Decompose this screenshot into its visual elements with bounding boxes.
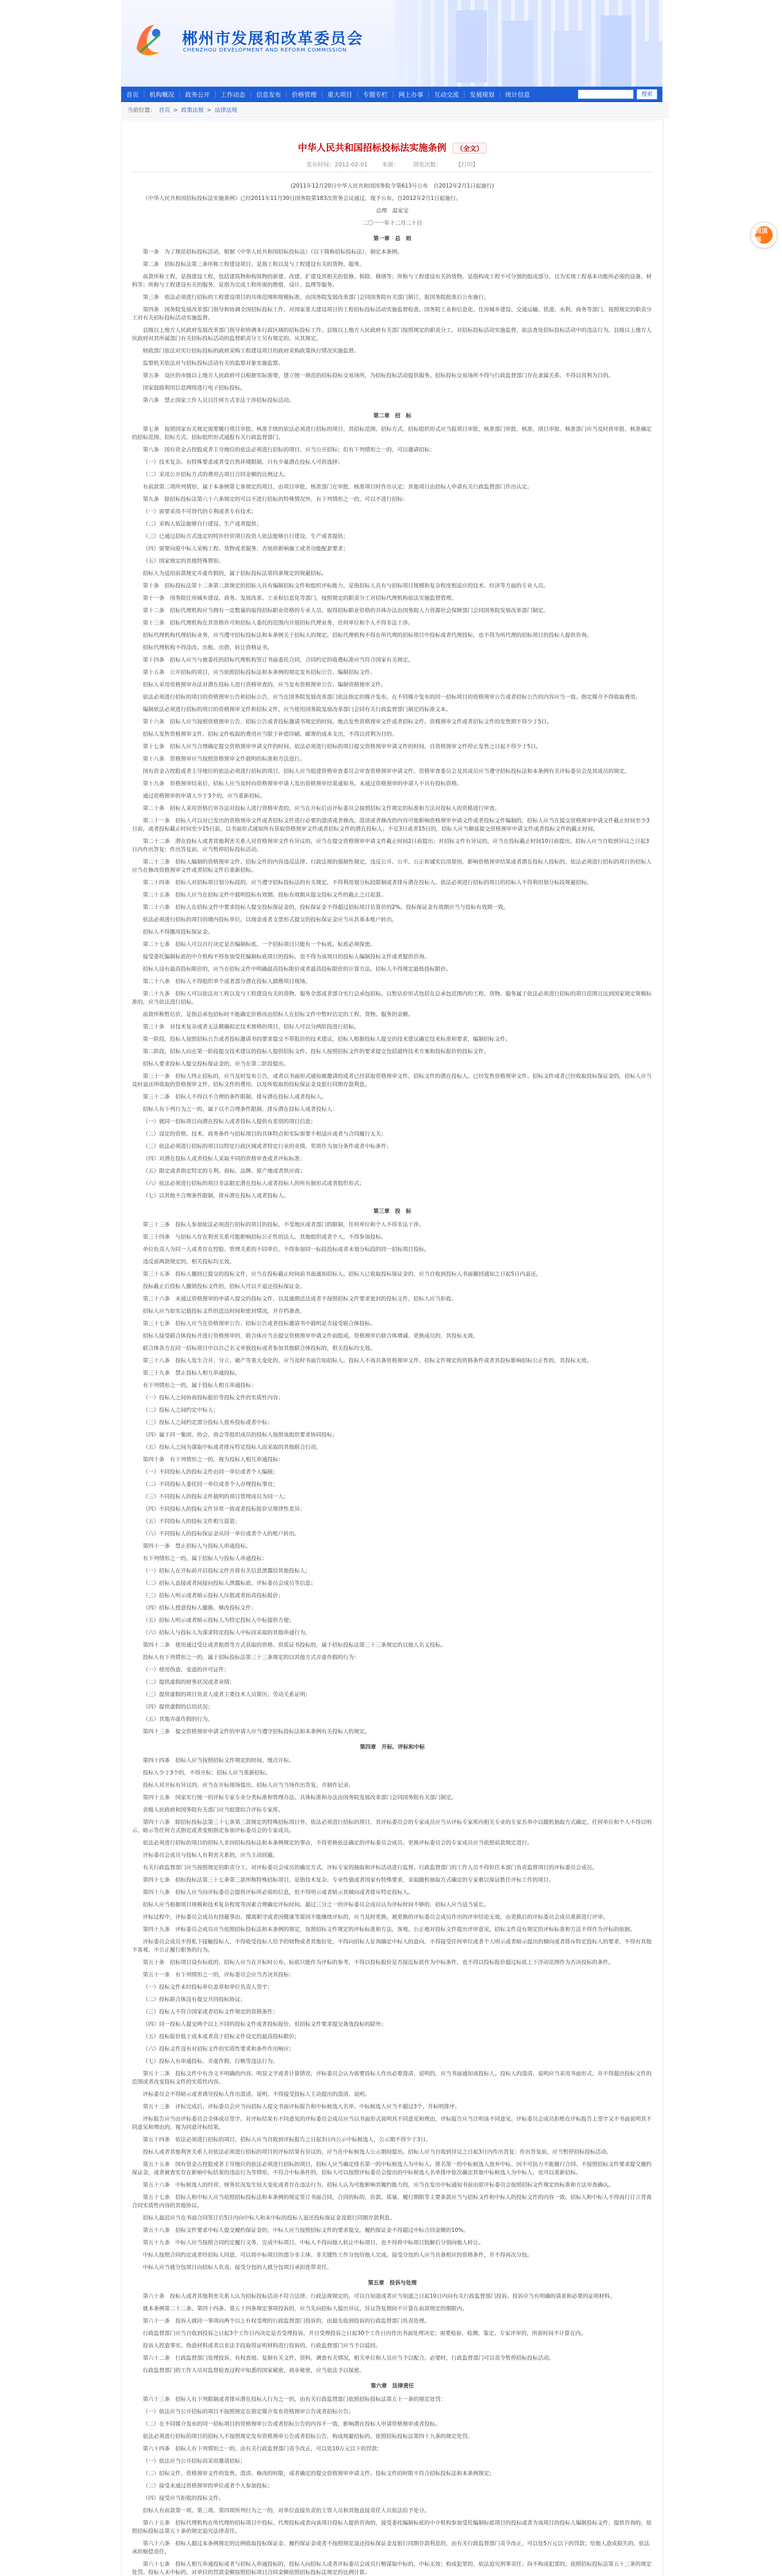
site-title: 郴州市发展和改革委员会 xyxy=(182,30,363,48)
paragraph: 投诉人捏造事实、伪造材料或者以非法手段取得证明材料进行投诉的，行政监督部门应当予以驳回。 xyxy=(143,2343,381,2349)
paragraph: （七）投标人有串通投标、弄虚作假、行贿等违法行为。 xyxy=(143,2058,278,2064)
paragraph: 第四十四条 招标人应当按照招标文件规定的时间、地点开标。 xyxy=(143,1757,294,1764)
paragraph: （一）技术复杂、有特殊要求或者受自然环境限制，只有少量潜在投标人可供选择； xyxy=(143,459,343,465)
main-navigation xyxy=(121,87,662,102)
paragraph: 第五十三条 评标完成后，评标委员会应当向招标人提交书面评标报告和中标候选人名单。中标候选人应当不超过3个，并标明排序。 xyxy=(143,2104,460,2110)
nav-item[interactable]: 信息发布 xyxy=(256,91,281,98)
paragraph: 第四条 国务院发展改革部门指导和协调全国招标投标工作，对国家重大建设项目的工程招标投标活动实施监督检查。国务院工业和信息化、住房城乡建设、交通运输、铁道、水利、商务等部门，按照规定的职责分工对有关招标投标活动实施监督。 xyxy=(132,307,652,321)
paragraph: 招标人应当根据项目规模和技术复杂程度等因素合理确定评标时间。超过三分之一的评标委员会成员认为评标时间不够的，招标人应当适当延长。 xyxy=(143,1902,489,1908)
article-views: 浏览次数： xyxy=(413,161,442,168)
article-meta xyxy=(122,160,663,168)
paragraph: 评标报告应当由评标委员会全体成员签字。对评标结果有不同意见的评标委员会成员应当以书面形式说明其不同意见和理由，评标报告应当注明该不同意见。评标委员会成员拒绝在评标报告上签字又不书面说明其不同意见和理由的，视为同意评标结果。 xyxy=(132,2116,652,2130)
paragraph: 第四十八条 招标人应当向评标委员会提供评标所必需的信息，但不得明示或者暗示其倾向或者排斥特定投标人。 xyxy=(143,1889,413,1895)
paragraph: 第四十九条 评标委员会成员应当依照招标投标法和本条例的规定，按照招标文件规定的评标标准和方法，客观、公正地对投标文件提出评审意见。招标文件没有规定的评标标准和方法不得作为评标的依据。 xyxy=(143,1926,636,1933)
paragraph: 招标人发售资格预审文件、招标文件收取的费用应当限于补偿印刷、邮寄的成本支出，不得以营利为目的。 xyxy=(143,731,397,737)
paragraph: （六）不同投标人的投标保证金从同一单位或者个人的账户转出。 xyxy=(143,1531,300,1537)
paragraph: 第三十六条 未通过资格预审的申请人提交的投标文件，以及逾期送达或者不按照招标文件要求密封的投标文件，招标人应当拒收。 xyxy=(143,1296,457,1302)
paragraph: （一）就同一招标项目向潜在投标人或者投标人提供有差别的项目信息； xyxy=(143,1118,316,1125)
paragraph: 行政监督部门应当自收到投诉之日起3个工作日内决定是否受理投诉，并自受理投诉之日起30个工作日内作出书面处理决定；需要检验、检测、鉴定、专家评审的，所需时间不计算在内。 xyxy=(143,2330,587,2336)
paragraph: 第三十四条 与招标人存在利害关系可能影响招标公正性的法人、其他组织或者个人，不得参加投标。 xyxy=(143,1234,387,1240)
paragraph: 国有资金占控股或者主导地位的依法必须进行招标的项目，招标人应当组建资格审查委员会审查资格预审申请文件。资格审查委员会及其成员应当遵守招标投标法和本条例有关评标委员会及其成员的规定。 xyxy=(143,768,630,774)
paragraph: （一）依法应当公开招标而采用邀请招标； xyxy=(143,2458,246,2464)
paragraph: （二）采购人依法能够自行建设、生产或者提供； xyxy=(143,521,262,527)
paragraph: 招标人有前款第一项、第三项、第四项所列行为之一的，对单位直接负责的主管人员和其他直接责任人员依法给予处分。 xyxy=(143,2507,430,2514)
chapter-heading: 第三章 投 标 xyxy=(373,1208,411,1214)
breadcrumb-prefix: 当前位置： xyxy=(127,107,156,113)
paragraph: （一）不同投标人的投标文件由同一单位或者个人编制； xyxy=(143,1469,278,1475)
paragraph: （六）投标文件没有对招标文件的实质性要求和条件作出响应； xyxy=(143,2046,294,2052)
paragraph: 前款所称暂估价，是指总承包招标时不能确定价格而由招标人在招标文件中暂时估定的工程、货物、服务的金额。 xyxy=(143,1011,413,1018)
site-header xyxy=(121,0,662,87)
nav-item[interactable]: 网上办事 xyxy=(398,91,424,98)
search-input[interactable] xyxy=(578,90,634,99)
paragraph: 第三十五条 投标人撤回已提交的投标文件，应当在投标截止时间前书面通知招标人。招标人已收取投标保证金的，应当自收到投标人书面撤回通知之日起5日内退还。 xyxy=(143,1271,542,1277)
paragraph: 第二十一条 招标人可以对已发出的资格预审文件或者招标文件进行必要的澄清或者修改。澄清或者修改的内容可能影响资格预审申请文件或者投标文件编制的，招标人应当在提交资格预审申请文件截止时间至少3日前，或者投标截止时间至少15日前，以书面形式通知所有获取资格预审文件或者招标文件的潜在投标人；不足3日或者15日的，招标人应当顺延提交资格预审申请文件或者投标文件的截止时间。 xyxy=(132,818,650,832)
nav-separator xyxy=(179,91,180,98)
paragraph: 第二十条 招标人采用资格后审办法对投标人进行资格审查的，应当在开标后由评标委员会按照招标文件规定的标准和方法对投标人的资格进行审查。 xyxy=(143,805,500,811)
paragraph: 违反前两款规定的，相关投标均无效。 xyxy=(143,1259,235,1265)
chapter-heading: 第一章 总 则 xyxy=(373,235,411,242)
paragraph: 第四十一条 禁止招标人与投标人串通投标。 xyxy=(143,1543,251,1549)
paragraph: 编制依法必须进行招标的项目的资格预审文件和招标文件，应当使用国务院发展改革部门会同有关行政监督部门制定的标准文本。 xyxy=(143,706,452,713)
paragraph: 第五十四条 依法必须进行招标的项目，招标人应当自收到评标报告之日起3日内公示中标候选人，公示期不得少于3日。 xyxy=(143,2137,431,2143)
breadcrumb-link[interactable]: 首页 xyxy=(159,107,170,113)
paragraph: 投标人对开标有异议的，应当在开标现场提出，招标人应当当场作出答复，并制作记录。 xyxy=(143,1782,354,1788)
back-to-top-button[interactable] xyxy=(751,222,777,248)
paragraph: （五）招标人明示或者暗示投标人为特定投标人中标提供方便； xyxy=(143,1617,294,1623)
paragraph: （四）同一投标人提交两个以上不同的投标文件或者投标报价，但招标文件要求提交备选投标的除外； xyxy=(143,2021,387,2027)
paragraph: （一）投标人之间协商投标报价等投标文件的实质性内容； xyxy=(143,1395,284,1401)
paragraph: （四）不同投标人的投标文件异常一致或者投标报价呈规律性差异； xyxy=(143,1506,305,1512)
paragraph: 第六十四条 招标人有下列情形之一的，由有关行政监督部门责令改正，可以处10万元以下的罚款： xyxy=(143,2446,382,2452)
paragraph: 第二十八条 招标人不得组织单个或者部分潜在投标人踏勘项目现场。 xyxy=(143,978,311,985)
paragraph: 第四十五条 国家实行统一的评标专家专业分类标准和管理办法。具体标准和办法由国务院发展改革部门会同国务院有关部门制定。 xyxy=(143,1794,457,1801)
paragraph: 县级以上地方人民政府发展改革部门指导和协调本行政区域的招标投标工作。县级以上地方人民政府有关部门按照规定的职责分工，对招标投标活动实施监督，依法查处招标投标活动中的违法行为。县级以上地方人民政府对其所属部门有关招标投标活动的监督职责分工另有规定的，从其规定。 xyxy=(132,327,652,342)
paragraph: 接受委托编制标底的中介机构不得参加受托编制标底项目的投标，也不得为该项目的投标人编制投标文件或者提供咨询。 xyxy=(143,954,430,960)
paragraph: 第二十三条 招标人编制的资格预审文件、招标文件的内容违反法律、行政法规的强制性规定，违反公开、公平、公正和诚实信用原则，影响资格预审结果或者潜在投标人投标的，依法必须进行招标的项目的招标人应当在修改资格预审文件或者招标文件后重新招标。 xyxy=(132,859,652,873)
paragraph: 第五十一条 有下列情形之一的，评标委员会应当否决其投标： xyxy=(143,1972,294,1978)
paragraph: 有下列情形之一的，属于投标人相互串通投标： xyxy=(143,1382,257,1388)
paragraph: 第六十一条 投诉人就同一事项向两个以上有权受理的行政监督部门投诉的，由最先收到投诉的行政监督部门负责处理。 xyxy=(143,2318,430,2324)
paragraph: 第二十二条 潜在投标人或者其他利害关系人对资格预审文件有异议的，应当在提交资格预审申请文件截止时间2日前提出；对招标文件有异议的，应当在投标截止时间10日前提出。招标人应当自收到异议之日起3日内作出答复；作出答复前，应当暂停招标投标活动。 xyxy=(132,838,650,853)
breadcrumb-link[interactable]: 政策法规 xyxy=(181,107,204,113)
paragraph: （一）招标人在开标前开启投标文件并将有关信息泄露给其他投标人； xyxy=(143,1568,311,1574)
paragraph: （五）国家规定的其他特殊情形。 xyxy=(143,558,224,564)
paragraph: （二）在不同媒介发布的同一招标项目的资格预审公告或者招标公告的内容不一致，影响潜在投标人申请资格预审或者投标。 xyxy=(143,2421,441,2427)
paragraph: （四）提供虚假的信用状况； xyxy=(143,1704,213,1710)
paragraph: 前款所称工程，是指建设工程，包括建筑物和构筑物的新建、改建、扩建及其相关的装修、拆除、修缮等；所称与工程建设有关的货物，是指构成工程不可分割的组成部分，且为实现工程基本功能所必需的设备、材料等；所称与工程建设有关的服务，是指为完成工程所需的勘察、设计、监理等服务。 xyxy=(132,274,652,288)
paragraph: 评标委员会成员不得私下接触投标人，不得收受投标人给予的财物或者其他好处，不得向招标人征询确定中标人的意向，不得接受任何单位或者个人明示或者暗示提出的倾向或者排斥特定投标人的要求，不得有其他不客观、不公正履行职务的行为。 xyxy=(132,1939,652,1953)
paragraph: （六）依法必须进行招标的项目非法限定潜在投标人或者投标人的所有制形式或者组织形式； xyxy=(143,1180,365,1187)
paragraph: 第五十八条 招标文件要求中标人提交履约保证金的，中标人应当按照招标文件的要求提交。履约保证金不得超过中标合同金额的10%。 xyxy=(143,2227,469,2233)
nav-separator xyxy=(357,91,358,98)
paragraph: （一）投标文件未经投标单位盖章和单位负责人签字； xyxy=(143,1984,273,1990)
paragraph: 投标人有下列情形之一的，属于招标投标法第三十三条规定的以其他方式弄虚作假的行为： xyxy=(143,1654,359,1660)
paragraph: 第三条 依法必须进行招标的工程建设项目的具体范围和规模标准，由国务院发展改革部门会同国务院有关部门制订，报国务院批准后公布施行。 xyxy=(143,294,489,300)
paragraph: 第四十三条 提交资格预审申请文件的申请人应当遵守招标投标法和本条例有关投标人的规定。 xyxy=(143,1728,370,1735)
article-body xyxy=(132,182,653,2576)
nav-item[interactable]: 价格管理 xyxy=(292,91,317,98)
paragraph: 第二阶段，招标人向在第一阶段提交技术建议的投标人提供招标文件，投标人按照招标文件的要求提交包括最终技术方案和投标报价的投标文件。 xyxy=(143,1048,489,1055)
nav-separator xyxy=(286,91,287,98)
paragraph: 第十二条 招标代理机构应当拥有一定数量的取得招标职业资格的专业人员。取得招标职业资格的具体办法由国务院人力资源社会保障部门会同国务院发展改革部门制定。 xyxy=(143,607,549,614)
nav-separator xyxy=(428,91,429,98)
paragraph: （五）投标报价低于成本或者高于招标文件设定的最高投标限价； xyxy=(143,2033,300,2040)
centered-paragraph: 二〇一一年十二月二十日 xyxy=(362,220,422,226)
nav-item[interactable]: 重大项目 xyxy=(327,91,353,98)
breadcrumb-link[interactable]: 法律法规 xyxy=(214,107,238,113)
paragraph: （三）投标人之间约定部分投标人放弃投标或者中标； xyxy=(143,1419,273,1426)
paragraph: 第三十八条 投标人发生合并、分立、破产等重大变化的，应当及时书面告知招标人。投标人不再具备资格预审文件、招标文件规定的资格条件或者其投标影响招标公正性的，其投标无效。 xyxy=(143,1358,592,1364)
print-link[interactable]: 【打印】 xyxy=(455,161,478,168)
paragraph: （四）属于同一集团、协会、商会等组织成员的投标人按照该组织要求协同投标； xyxy=(143,1432,338,1438)
paragraph: 中标人应当就分包项目向招标人负责，接受分包的人就分包项目承担连带责任。 xyxy=(143,2264,332,2270)
paragraph: 第六十七条 投标人相互串通投标或者与招标人串通投标的，投标人向招标人或者评标委员会成员行贿谋取中标的，中标无效；构成犯罪的，依法追究刑事责任；尚不构成犯罪的，依照招标投标法第五十三条的规定处罚。投标人未中标的，对单位的罚款金额按照招标项目合同金额依照招标投标法规定的比例计算。 xyxy=(132,2561,652,2575)
nav-item[interactable]: 发展规划 xyxy=(470,91,495,98)
paragraph: （五）其他弄虚作假的行为。 xyxy=(143,1716,213,1722)
paragraph: （五）不同投标人的投标文件相互混装； xyxy=(143,1518,240,1524)
paragraph: 第二十七条 招标人可以自行决定是否编制标底。一个招标项目只能有一个标底。标底必须保密。 xyxy=(143,941,376,947)
paragraph: 评标委员会不得暗示或者诱导投标人作出澄清、说明，不得接受投标人主动提出的澄清、说明。 xyxy=(143,2091,370,2097)
paragraph: 第三十三条 投标人参加依法必须进行招标的项目的投标，不受地区或者部门的限制，任何单位和个人不得非法干涉。 xyxy=(143,1222,424,1228)
paragraph: 第五十六条 中标候选人的经营、财务状况发生较大变化或者存在违法行为，招标人认为可能影响其履约能力的，应当在发出中标通知书前由原评标委员会按照招标文件规定的标准和方法审查确认。 xyxy=(143,2182,614,2188)
paragraph: （一）需要采用不可替代的专利或者专有技术； xyxy=(143,509,257,515)
paragraph: 《中华人民共和国招标投标法实施条例》已经2011年11月30日国务院第183次常务会议通过，现予公布，自2012年2月1日起施行。 xyxy=(143,195,461,201)
paragraph: （三）招标人明示或者暗示投标人压低或者抬高投标报价； xyxy=(143,1592,284,1599)
site-subtitle: CHENZHOU DEVELOPMENT AND REFORM COMMISSION xyxy=(183,47,347,53)
centered-paragraph: (2011年12月20日中华人民共和国国务院令第613号公布 自2012年2月1日起施行) xyxy=(290,183,494,189)
paragraph: （五）投标人之间为谋取中标或者排斥特定投标人而采取的其他联合行动。 xyxy=(143,1444,322,1450)
breadcrumb-separator: > xyxy=(173,106,178,113)
paragraph: 第十条 招标投标法第十二条第二款规定的招标人具有编制招标文件和组织评标能力，是指招标人具有与招标项目规模和复杂程度相适应的技术、经济等方面的专业人员。 xyxy=(143,583,549,589)
paragraph: 就本条例第二十二条、第四十四条、第五十四条规定事项投诉的，应当先向招标人提出异议，异议答复期间不计算在前款规定的期限内。 xyxy=(143,2306,468,2312)
paragraph: 依法必须进行招标的项目的招标人非因招标投标法和本条例规定的事由，不得更换依法确定的评标委员会成员。更换评标委员会的专家成员应当依照前款规定进行。 xyxy=(143,1840,533,1846)
site-search xyxy=(578,89,662,99)
nav-item[interactable]: 统计信息 xyxy=(505,91,530,98)
paragraph: 第二十四条 招标人对招标项目划分标段的，应当遵守招标投标法的有关规定，不得利用划分标段限制或者排斥潜在投标人。依法必须进行招标的项目的招标人不得利用划分标段规避招标。 xyxy=(143,879,592,886)
nav-item[interactable]: 互动交流 xyxy=(434,91,459,98)
paragraph: 第四十二条 使用通过受让或者租借等方式获取的资格、资质证书投标的，属于招标投标法第三十三条规定的以他人名义投标。 xyxy=(143,1642,446,1648)
paragraph: 第十五条 公开招标的项目，应当依照招标投标法和本条例的规定发布招标公告、编制招标文件。 xyxy=(143,669,376,675)
paragraph: 第三十九条 禁止投标人相互串通投标。 xyxy=(143,1370,240,1376)
paragraph: （二）不同投标人委托同一单位或者个人办理投标事宜； xyxy=(143,1481,278,1487)
paragraph: （四）需要向原中标人采购工程、货物或者服务，否则将影响施工或者功能配套要求； xyxy=(143,546,348,552)
paragraph: 招标人要求投标人提交投标保证金的，应当在第二阶段提出。 xyxy=(143,1061,289,1067)
article-container xyxy=(121,120,663,2576)
paragraph: 招标代理机构代理招标业务，应当遵守招标投标法和本条例关于招标人的规定。招标代理机构不得在所代理的招标项目中投标或者代理投标，也不得为所代理的招标项目的投标人提供咨询。 xyxy=(143,632,592,638)
paragraph: 第十八条 资格预审应当按照资格预审文件载明的标准和方法进行。 xyxy=(143,756,305,762)
paragraph: 第六十六条 招标人超过本条例规定的比例收取投标保证金、履约保证金或者不按照规定退还投标保证金及银行同期存款利息的，由有关行政监督部门责令改正，可以处5万元以下的罚款；给他人造成损失的，依法承担赔偿责任。 xyxy=(132,2540,650,2555)
paragraph: 第二十九条 招标人可以依法对工程以及与工程建设有关的货物、服务全部或者部分实行总承包招标。以暂估价形式包括在总承包范围内的工程、货物、服务属于依法必须进行招标的项目范围且达到国家规定规模标准的，应当依法进行招标。 xyxy=(132,991,652,1005)
paragraph: 第四十六条 除招标投标法第三十七条第三款规定的特殊招标项目外，依法必须进行招标的项目，其评标委员会的专家成员应当从评标专家库内相关专业的专家名单中以随机抽取方式确定。任何单位和个人不得以明示、暗示等任何方式指定或者变相指定参加评标委员会的专家成员。 xyxy=(132,1819,652,1834)
back-to-top-icon xyxy=(755,226,773,244)
article-source: 来源： xyxy=(381,161,399,168)
paragraph: （二）投标联合体没有提交共同投标协议； xyxy=(143,1996,246,2003)
paragraph: 第三十二条 招标人不得以不合理的条件限制、排斥潜在投标人或者投标人。 xyxy=(143,1094,327,1100)
paragraph: 第二条 招标投标法第三条所称工程建设项目，是指工程以及与工程建设有关的货物、服务。 xyxy=(143,261,365,267)
paragraph: 第五十条 招标项目设有标底的，招标人应当在开标时公布。标底只能作为评标的参考，不得以投标报价是否接近标底作为中标条件，也不得以投标报价超过标底上下浮动范围作为否决投标的条件。 xyxy=(143,1959,614,1965)
paragraph: （二）招标人直接或者间接向投标人泄露标底、评标委员会成员等信息； xyxy=(143,1580,316,1586)
nav-item[interactable]: 首页 xyxy=(126,91,139,98)
paragraph: 投标人少于3个的，不得开标；招标人应当重新招标。 xyxy=(143,1770,271,1776)
paragraph: 有关行政监督部门应当按照规定的职责分工，对评标委员会成员的确定方式、评标专家的抽取和评标活动进行监督。行政监督部门的工作人员不得担任本部门负责监督项目的评标委员会成员。 xyxy=(143,1865,597,1871)
paragraph: 依法必须进行招标的项目的境内投标单位，以现金或者支票形式提交的投标保证金应当从其基本账户转出。 xyxy=(143,917,397,923)
paragraph: 第三十七条 招标人应当在资格预审公告、招标公告或者投标邀请书中载明是否接受联合体投标。 xyxy=(143,1320,376,1327)
paragraph: 第七条 按照国家有关规定需要履行项目审批、核准手续的依法必须进行招标的项目，其招标范围、招标方式、招标组织形式应当报项目审批、核准部门审批、核准。项目审批、核准部门应当及时将审批、核准确定的招标范围、招标方式、招标组织形式通报有关行政监督部门。 xyxy=(132,426,652,440)
paragraph: 评标委员会成员与投标人有利害关系的，应当主动回避。 xyxy=(143,1852,278,1858)
chapter-heading: 第五章 投诉与处理 xyxy=(368,2280,417,2286)
paragraph: （二）招标文件、资格预审文件的发售、澄清、修改的时限，或者确定的提交资格预审申请文件、投标文件的时限不符合招标投标法和本条例规定； xyxy=(143,2470,495,2477)
paragraph: 单位负责人为同一人或者存在控股、管理关系的不同单位，不得参加同一标段投标或者未划分标段的同一招标项目投标。 xyxy=(143,1246,430,1252)
paragraph: 第十四条 招标人应当与被委托的招标代理机构签订书面委托合同，合同约定的收费标准应当符合国家有关规定。 xyxy=(143,657,413,663)
paragraph: 第十六条 招标人应当按照资格预审公告、招标公告或者投标邀请书规定的时间、地点发售资格预审文件或者招标文件。资格预审文件或者招标文件的发售期不得少于5日。 xyxy=(143,719,553,725)
header-background-skyline xyxy=(394,0,662,87)
paragraph: 第五十七条 招标人和中标人应当依照招标投标法和本条例的规定签订书面合同，合同的标的、价款、质量、履行期限等主要条款应当与招标文件和中标人的投标文件的内容一致。招标人和中标人不得再行订立背离合同实质性内容的其他协议。 xyxy=(132,2194,652,2209)
paragraph: （三）已通过招标方式选定的特许经营项目投资人依法能够自行建设、生产或者提供； xyxy=(143,533,348,539)
centered-paragraph: 总理 温家宝 xyxy=(376,208,409,214)
breadcrumb-separator: > xyxy=(207,106,212,113)
paragraph: 招标人接受联合体投标并进行资格预审的，联合体应当在提交资格预审申请文件前组成。资格预审后联合体增减、更换成员的，其投标无效。 xyxy=(143,1333,478,1339)
article-title xyxy=(122,141,663,154)
paragraph: 第六十二条 行政监督部门处理投诉，有权查阅、复制有关文件、资料，调查有关情况，相关单位和人员应当予以配合。必要时，行政监督部门可以责令暂停招标投标活动。 xyxy=(143,2355,554,2361)
paragraph: 招标人为适用前款规定弄虚作假的，属于招标投标法第四条规定的规避招标。 xyxy=(143,570,327,577)
article-title-mark: （全文） xyxy=(453,143,487,154)
paragraph: 招标人不得挪用投标保证金。 xyxy=(143,929,213,935)
paragraph: 第六条 禁止国家工作人员以任何方式非法干涉招标投标活动。 xyxy=(143,397,294,403)
search-button[interactable]: 搜索 xyxy=(637,89,657,99)
paragraph: 中标人按照合同约定或者经招标人同意，可以将中标项目的部分非主体、非关键性工作分包给他人完成。接受分包的人应当具备相应的资格条件，并不得再次分包。 xyxy=(143,2252,533,2258)
paragraph: （一）使用伪造、变造的许可证件； xyxy=(143,1667,229,1673)
paragraph: （五）限定或者指定特定的专利、商标、品牌、原产地或者供应商； xyxy=(143,1168,305,1174)
site-logo xyxy=(131,20,168,61)
paragraph: 第十一条 国务院住房城乡建设、商务、发展改革、工业和信息化等部门，按照规定的职责分工对招标代理机构依法实施监督管理。 xyxy=(143,595,457,601)
paragraph: 有前款第二项所列情形，属于本条例第七条规定的项目，由项目审批、核准部门在审批、核准项目时作出认定；其他项目由招标人申请有关行政监督部门作出认定。 xyxy=(143,484,533,490)
paragraph: 第九条 除招标投标法第六十六条规定的可以不进行招标的特殊情况外，有下列情形之一的，可以不进行招标： xyxy=(143,496,408,502)
paragraph: （二）提供虚假的财务状况或者业绩； xyxy=(143,1679,235,1685)
paragraph: 通过资格预审的申请人少于3个的，应当重新招标。 xyxy=(143,793,265,799)
paragraph: （四）招标人授意投标人撤换、修改投标文件； xyxy=(143,1605,257,1611)
chapter-heading: 第六章 法律责任 xyxy=(371,2383,414,2389)
paragraph: （三）投标人不符合国家或者招标文件规定的资格条件； xyxy=(143,2009,278,2015)
paragraph: （三）接受未通过资格预审的单位或者个人参加投标； xyxy=(143,2483,273,2489)
paragraph: 依法必须进行招标的项目的招标人不按照规定发布资格预审公告或者招标公告，构成规避招标的，依照招标投标法第四十九条的规定处罚。 xyxy=(143,2433,473,2439)
nav-item[interactable]: 专题专栏 xyxy=(363,91,388,98)
paragraph: 招标代理机构不得涂改、出租、出借、转让资格证书。 xyxy=(143,645,273,651)
back-to-top-label: 回顶部 xyxy=(755,227,768,243)
nav-item[interactable]: 机构概况 xyxy=(149,91,175,98)
paragraph: 省级人民政府和国务院有关部门应当组建综合评标专家库。 xyxy=(143,1807,284,1813)
paragraph: 第二十六条 招标人在招标文件中要求投标人提交投标保证金的，投标保证金不得超过招标项目估算价的2%。投标保证金有效期应当与投标有效期一致。 xyxy=(143,904,509,910)
paragraph: 第六十三条 招标人有下列限制或者排斥潜在投标人行为之一的，由有关行政监督部门依照招标投标法第五十一条的规定处罚： xyxy=(143,2396,446,2402)
paragraph: 行政监督部门的工作人员对监督检查过程中知悉的国家秘密、商业秘密，应当依法予以保密。 xyxy=(143,2367,365,2374)
nav-item[interactable]: 政务公开 xyxy=(185,91,210,98)
paragraph: 投标人或者其他利害关系人对依法必须进行招标的项目的评标结果有异议的，应当在中标候选人公示期间提出。招标人应当自收到异议之日起3日内作出答复；作出答复前，应当暂停招标投标活动。 xyxy=(143,2149,612,2155)
logo-icon xyxy=(131,20,168,61)
paragraph: 第十七条 招标人应当合理确定提交资格预审申请文件的时间。依法必须进行招标的项目提交资格预审申请文件的时间，自资格预审文件停止发售之日起不得少于5日。 xyxy=(143,743,542,750)
paragraph: 联合体各方在同一招标项目中以自己名义单独投标或者参加其他联合体投标的，相关投标均无效。 xyxy=(143,1345,376,1351)
paragraph: 依法必须进行招标的项目的资格预审公告和招标公告，应当在国务院发展改革部门依法指定的媒介发布。在不同媒介发布的同一招标项目的资格预审公告或者招标公告的内容应当一致。指定媒介不得收取费用。 xyxy=(143,694,641,700)
paragraph: （四）接受应当拒收的投标文件。 xyxy=(143,2495,224,2501)
paragraph: 监察机关依法对与招标投标活动有关的监察对象实施监察。 xyxy=(143,360,284,366)
chapter-heading: 第四章 开标、评标和中标 xyxy=(360,1744,425,1750)
paragraph: 第三十条 对技术复杂或者无法精确拟定技术规格的项目，招标人可以分两阶段进行招标。 xyxy=(143,1024,359,1030)
paragraph: 有下列情形之一的，属于招标人与投标人串通投标： xyxy=(143,1555,268,1562)
paragraph: 第二十五条 招标人应当在招标文件中载明投标有效期。投标有效期从提交投标文件的截止之日起算。 xyxy=(143,892,387,898)
paragraph: （三）提供虚假的项目负责人或者主要技术人员简历、劳动关系证明； xyxy=(143,1691,311,1698)
paragraph: 第四十七条 招标投标法第三十七条第三款所称特殊招标项目，是指技术复杂、专业性强或者国家有特殊要求，采取随机抽取方式确定的专家难以保证胜任评标工作的项目。 xyxy=(143,1877,554,1883)
paragraph: 第五十二条 投标文件中有含义不明确的内容、明显文字或者计算错误，评标委员会认为需要投标人作出必要澄清、说明的，应当书面通知该投标人。投标人的澄清、说明应当采用书面形式，并不得超出投标文件的范围或者改变投标文件的实质性内容。 xyxy=(132,2071,652,2085)
paragraph: 招标人应当如实记载投标文件的送达时间和密封情况，并存档备查。 xyxy=(143,1308,305,1314)
paragraph: 评标过程中，评标委员会成员有回避事由、擅离职守或者因健康等原因不能继续评标的，应当及时更换。被更换的评标委员会成员作出的评审结论无效，由更换后的评标委员会成员重新进行评审。 xyxy=(143,1914,608,1920)
paragraph: 第五十九条 中标人应当按照合同约定履行义务，完成中标项目。中标人不得向他人转让中标项目，也不得将中标项目肢解后分别向他人转让。 xyxy=(143,2240,484,2246)
paragraph: 投标截止后投标人撤销投标文件的，招标人可以不退还投标保证金。 xyxy=(143,1283,305,1290)
paragraph: （四）对潜在投标人或者投标人采取不同的资格审查或者评标标准； xyxy=(143,1156,305,1162)
paragraph: （一）依法应当公开招标的项目不按照规定在指定媒介发布资格预审公告或者招标公告； xyxy=(143,2409,354,2415)
paragraph: 第十九条 资格预审结束后，招标人应当及时向资格预审申请人发出资格预审结果通知书。未通过资格预审的申请人不具有投标资格。 xyxy=(143,781,462,787)
paragraph: （三）不同投标人的投标文件载明的项目管理成员为同一人； xyxy=(143,1494,289,1500)
nav-item[interactable]: 工作动态 xyxy=(221,91,246,98)
paragraph: 第一阶段，投标人按照招标公告或者投标邀请书的要求提交不带报价的技术建议，招标人根据投标人提交的技术建议确定技术标准和要求，编制招标文件。 xyxy=(143,1036,511,1042)
paragraph: 第五条 设区的市级以上地方人民政府可以根据实际需要，建立统一规范的招标投标交易场所，为招标投标活动提供服务。招标投标交易场所不得与行政监督部门存在隶属关系，不得以营利为目的。 xyxy=(143,372,614,379)
article-title-text: 中华人民共和国招标投标法实施条例 xyxy=(297,143,446,154)
paragraph: 第四十条 有下列情形之一的，视为投标人相互串通投标： xyxy=(143,1456,284,1463)
paragraph: 招标人设有最高投标限价的，应当在招标文件中明确最高投标限价或者最高投标限价的计算方法。招标人不得规定最低投标限价。 xyxy=(143,966,452,972)
paragraph: （三）依法必须进行招标的项目以特定行政区域或者特定行业的业绩、奖项作为加分条件或者中标条件； xyxy=(143,1143,392,1149)
paragraph: 第六十五条 招标代理机构在所代理的招标项目中投标、代理投标或者向该项目投标人提供咨询的，接受委托编制标底的中介机构参加受托编制标底项目的投标或者为该项目的投标人编制投标文件、提供咨询的，依照招标投标法第五十条的规定追究法律责任。 xyxy=(132,2520,652,2534)
paragraph: （七）以其他不合理条件限制、排斥潜在投标人或者投标人。 xyxy=(143,1193,289,1199)
chapter-heading: 第二章 招 标 xyxy=(373,413,411,419)
paragraph: 招标人采用资格预审办法对潜在投标人进行资格审查的，应当发布资格预审公告、编制资格预审文件。 xyxy=(143,682,387,688)
breadcrumb xyxy=(121,102,669,118)
paragraph: 第六十条 投标人或者其他利害关系人认为招标投标活动不符合法律、行政法规规定的，可以自知道或者应当知道之日起10日内向有关行政监督部门投诉。投诉应当有明确的请求和必要的证明材料。 xyxy=(143,2293,615,2299)
paragraph: 招标人最迟应当在书面合同签订后5日内向中标人和未中标的投标人退还投标保证金及银行同期存款利息。 xyxy=(143,2215,395,2221)
paragraph: 第五十五条 国有资金占控股或者主导地位的依法必须进行招标的项目，招标人应当确定排名第一的中标候选人为中标人。排名第一的中标候选人放弃中标、因不可抗力不能履行合同、不按照招标文件要求提交履约保证金，或者被查实存在影响中标结果的违法行为等情形，不符合中标条件的，招标人可以按照评标委员会提出的中标候选人名单排序依次确定其他中标候选人为中标人，也可以重新招标。 xyxy=(132,2161,652,2176)
paragraph: （二）投标人之间约定中标人； xyxy=(143,1407,219,1413)
paragraph: 招标人有下列行为之一的，属于以不合理条件限制、排斥潜在投标人或者投标人： xyxy=(143,1106,338,1112)
article-date: 发布时间：2012-02-01 xyxy=(306,161,368,168)
paragraph: （六）招标人与投标人为谋求特定投标人中标而采取的其他串通行为。 xyxy=(143,1630,311,1636)
paragraph: 第一条 为了规范招标投标活动，根据《中华人民共和国招标投标法》（以下简称招标投标法），制定本条例。 xyxy=(143,249,403,255)
paragraph: 财政部门依法对实行招标投标的政府采购工程建设项目的政府采购政策执行情况实施监督。 xyxy=(143,348,359,354)
paragraph: （二）采用公开招标方式的费用占项目合同金额的比例过大。 xyxy=(143,471,289,478)
paragraph: 国家鼓励利用信息网络进行电子招标投标。 xyxy=(143,385,246,391)
paragraph: （二）设定的资格、技术、商务条件与招标项目的具体特点和实际需要不相适应或者与合同履行无关； xyxy=(143,1131,387,1137)
paragraph: 第三十一条 招标人终止招标的，应当及时发布公告，或者以书面形式通知被邀请的或者已经获取资格预审文件、招标文件的潜在投标人。已经发售资格预审文件、招标文件或者已经收取投标保证金的，招标人应当及时退还所收取的资格预审文件、招标文件的费用，以及所收取的投标保证金及银行同期存款利息。 xyxy=(132,1073,652,1088)
paragraph: 第十三条 招标代理机构在其资格许可和招标人委托的范围内开展招标代理业务，任何单位和个人不得非法干涉。 xyxy=(143,620,413,626)
paragraph: 第八条 国有资金占控股或者主导地位的依法必须进行招标的项目，应当公开招标；但有下列情形之一的，可以邀请招标： xyxy=(143,447,435,453)
